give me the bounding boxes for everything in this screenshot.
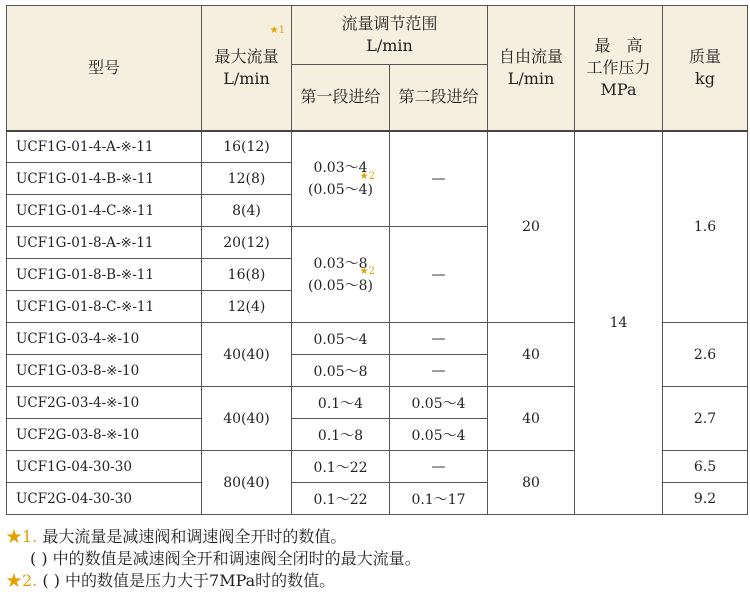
cell-mass: 9.2 [663, 483, 748, 515]
cell-stage1: 0.1～22 [292, 451, 390, 483]
cell-stage1: 0.1～22 [292, 483, 390, 515]
spec-table [6, 5, 748, 515]
cell-model: UCF1G-01-8-A-※-11 [7, 227, 202, 259]
cell-stage2: — [390, 131, 488, 227]
cell-max-flow: 20(12) [202, 227, 292, 259]
cell-mass: 1.6 [663, 131, 748, 323]
footnote-2-mark: ★2. [6, 571, 38, 590]
cell-stage1-group2 [292, 227, 390, 323]
header-free-flow-unit: L/min [507, 68, 555, 88]
table-row [7, 131, 748, 163]
stage1-value-high-pressure: (0.05～8) [307, 277, 373, 294]
star-icon: ★2 [359, 266, 375, 277]
footnote-1b [6, 548, 421, 570]
header-mass [663, 6, 748, 131]
cell-stage2: 0.05～4 [390, 419, 488, 451]
cell-stage2: — [390, 323, 488, 355]
cell-stage1: 0.1～8 [292, 419, 390, 451]
header-max-pressure-unit: MPa [600, 79, 637, 99]
cell-mass: 2.6 [663, 323, 748, 387]
footnote-1-text: 最大流量是减速阀和调速阀全开时的数值。 [42, 527, 347, 546]
cell-stage1: 0.05～8 [292, 355, 390, 387]
cell-stage2: — [390, 227, 488, 323]
footnote-1 [6, 526, 421, 548]
cell-stage2: — [390, 451, 488, 483]
cell-model: UCF1G-03-8-※-10 [7, 355, 202, 387]
cell-model: UCF1G-01-8-B-※-11 [7, 259, 202, 291]
cell-max-pressure: 14 [575, 131, 663, 515]
header-stage2: 第二段进给 [390, 65, 488, 131]
cell-free-flow: 40 [488, 387, 575, 451]
header-flow-range [292, 6, 488, 65]
header-max-flow-label: 最大流量 [214, 46, 279, 66]
header-stage1: 第一段进给 [292, 65, 390, 131]
cell-model: UCF1G-01-4-C-※-11 [7, 195, 202, 227]
star-icon: ★1 [269, 25, 285, 36]
header-max-flow [202, 6, 292, 131]
cell-model: UCF1G-01-4-A-※-11 [7, 131, 202, 163]
cell-max-flow: 8(4) [202, 195, 292, 227]
stage1-value: 0.03～4 [313, 159, 368, 176]
cell-model: UCF1G-01-4-B-※-11 [7, 163, 202, 195]
cell-max-flow: 12(8) [202, 163, 292, 195]
header-flow-range-label: 流量调节范围 [341, 14, 438, 33]
cell-stage2: 0.1～17 [390, 483, 488, 515]
cell-max-flow: 40(40) [202, 387, 292, 451]
header-max-pressure-line2: 工作压力 [586, 57, 651, 77]
header-mass-unit: kg [695, 68, 715, 88]
cell-stage2: — [390, 355, 488, 387]
cell-model: UCF2G-04-30-30 [7, 483, 202, 515]
cell-model: UCF2G-03-8-※-10 [7, 419, 202, 451]
footnote-1b-text: ( ) 中的数值是减速阀全开和调速阀全闭时的最大流量。 [30, 549, 421, 568]
cell-free-flow: 80 [488, 451, 575, 515]
cell-stage2: 0.05～4 [390, 387, 488, 419]
cell-model: UCF1G-01-8-C-※-11 [7, 291, 202, 323]
cell-max-flow: 12(4) [202, 291, 292, 323]
star-icon: ★2 [359, 170, 375, 182]
cell-free-flow: 40 [488, 323, 575, 387]
cell-mass: 2.7 [663, 387, 748, 451]
header-max-pressure-line1: 最 高 [594, 35, 643, 55]
cell-stage1: 0.1～4 [292, 387, 390, 419]
header-free-flow [488, 6, 575, 131]
cell-free-flow: 20 [488, 131, 575, 323]
cell-mass: 6.5 [663, 451, 748, 483]
stage1-value-high-pressure: (0.05～4) [307, 181, 373, 198]
cell-model: UCF1G-04-30-30 [7, 451, 202, 483]
header-model: 型号 [7, 6, 202, 131]
footnote-1-mark: ★1. [6, 527, 38, 546]
cell-stage1: 0.05～4 [292, 323, 390, 355]
cell-max-flow: 80(40) [202, 451, 292, 515]
header-flow-range-unit: L/min [366, 36, 413, 55]
header-free-flow-label: 自由流量 [499, 46, 564, 66]
cell-stage1-group1 [292, 131, 390, 227]
footnote-2-text: ( ) 中的数值是压力大于7MPa时的数值。 [42, 571, 336, 590]
cell-max-flow: 16(8) [202, 259, 292, 291]
footnote-2 [6, 570, 421, 592]
header-max-pressure [575, 6, 663, 131]
cell-max-flow: 40(40) [202, 323, 292, 387]
cell-model: UCF2G-03-4-※-10 [7, 387, 202, 419]
header-max-flow-unit: L/min [223, 68, 270, 88]
footnotes [6, 526, 421, 592]
cell-model: UCF1G-03-4-※-10 [7, 323, 202, 355]
header-mass-label: 质量 [689, 46, 722, 66]
cell-max-flow: 16(12) [202, 131, 292, 163]
stage1-value: 0.03～8 [313, 255, 368, 272]
